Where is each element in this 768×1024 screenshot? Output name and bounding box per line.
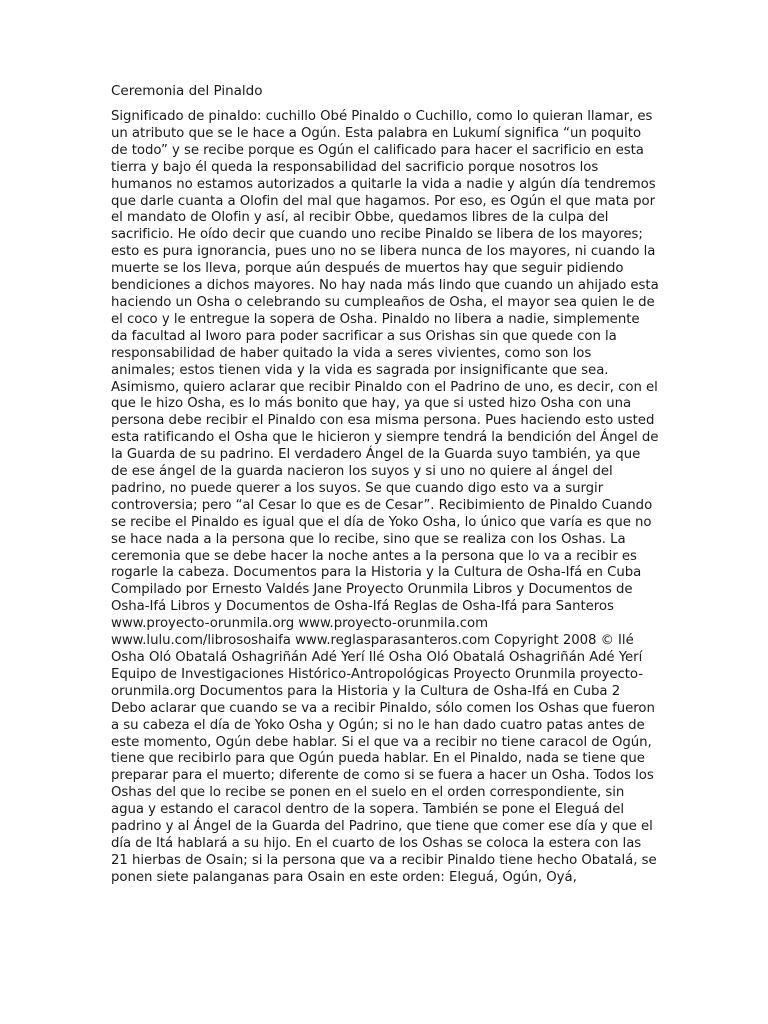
document-body: Significado de pinaldo: cuchillo Obé Pinaldo o Cuchillo, como lo quieran llamar, es un atributo que se le hace a Ogún. Esta palabra en Lukumí significa “un poquito de todo” y se recibe porque es Ogún el calificado para hacer el sacrificio en esta tierra y bajo él queda la responsabilidad del sacrificio porque nosotros los humanos no estamos autorizados a quitarle la vida a nadie y algún día tendremos que darle cuanta a Olofin del mal que hagamos. Por eso, es Ogún el que mata por el mandato de Olofin y así, al recibir Obbe, quedamos libres de la culpa del sacrificio. He oído decir que cuando uno recibe Pinaldo se libera de los mayores; esto es pura ignorancia, pues uno no se libera nunca de los mayores, ni cuando la muerte se los lleva, porque aún después de muertos hay que seguir pidiendo bendiciones a dichos mayores. No hay nada más lindo que cuando un ahijado esta haciendo un Osha o celebrando su cumpleaños de Osha, el mayor sea quien le de el coco y le entregue la sopera de Osha. Pinaldo no libera a nadie, simplemente da facultad al Iworo para poder sacrificar a sus Orishas sin que quede con la responsabilidad de haber quitado la vida a seres vivientes, como son los animales; estos tienen vida y la vida es sagrada por insignificante que sea. Asimismo, quiero aclarar que recibir Pinaldo con el Padrino de uno, es decir, con el que le hizo Osha, es lo más bonito que hay, ya que si usted hizo Osha con una persona debe recibir el Pinaldo con esa misma persona. Pues haciendo esto usted esta ratificando el Osha que le hicieron y siempre tendrá la bendición del Ángel de la Guarda de su padrino. El verdadero Ángel de la Guarda suyo también, ya que de ese ángel de la guarda nacieron los suyos y si uno no quiere al ángel del padrino, no puede querer a los suyos. Se que cuando digo esto va a surgir controversia; pero “al Cesar lo que es de Cesar”. Recibimiento de Pinaldo Cuando se recibe el Pinaldo es igual que el día de Yoko Osha, lo único que varía es que no se hace nada a la persona que lo recibe, sino que se realiza con los Oshas. La ceremonia que se debe hacer la noche antes a la persona que lo va a recibir es rogarle la cabeza. Documentos para la Historia y la Cultura de Osha-Ifá en Cuba Compilado por Ernesto Valdés Jane Proyecto Orunmila Libros y Documentos de Osha-Ifá Libros y Documentos de Osha-Ifá Reglas de Osha-Ifá para Santeros www.proyecto-orunmila.org www.proyecto-orunmila.com www.lulu.com/librososhaifa www.reglasparasanteros.com Copyright 2008 © Ilé Osha Oló Obatalá Oshagriñán Adé Yerí Ilé Osha Oló Obatalá Oshagriñán Adé Yerí Equipo de Investigaciones Histórico-Antropológicas Proyecto Orunmila proyecto-orunmila.org Documentos para la Historia y la Cultura de Osha-Ifá en Cuba 2 Debo aclarar que cuando se va a recibir Pinaldo, sólo comen los Oshas que fueron a su cabeza el día de Yoko Osha y Ogún; si no le han dado cuatro patas antes de este momento, Ogún debe hablar. Si el que va a recibir no tiene caracol de Ogún, tiene que recibirlo para que Ogún pueda hablar. En el Pinaldo, nada se tiene que preparar para el muerto; diferente de como si se fuera a hacer un Osha. Todos los Oshas del que lo recibe se ponen en el suelo en el orden correspondiente, sin agua y estando el caracol dentro de la sopera. También se pone el Eleguá del padrino y al Ángel de la Guarda del Padrino, que tiene que comer ese día y que el día de Itá hablará a su hijo. En el cuarto de los Oshas se coloca la estera con las 21 hierbas de Osain; si la persona que va a recibir Pinaldo tiene hecho Obatalá, se ponen siete palanganas para Osain en este orden: Eleguá, Ogún, Oyá, xyxy=(111,109,659,885)
document-page xyxy=(111,83,659,887)
document-title: Ceremonia del Pinaldo xyxy=(111,83,263,99)
